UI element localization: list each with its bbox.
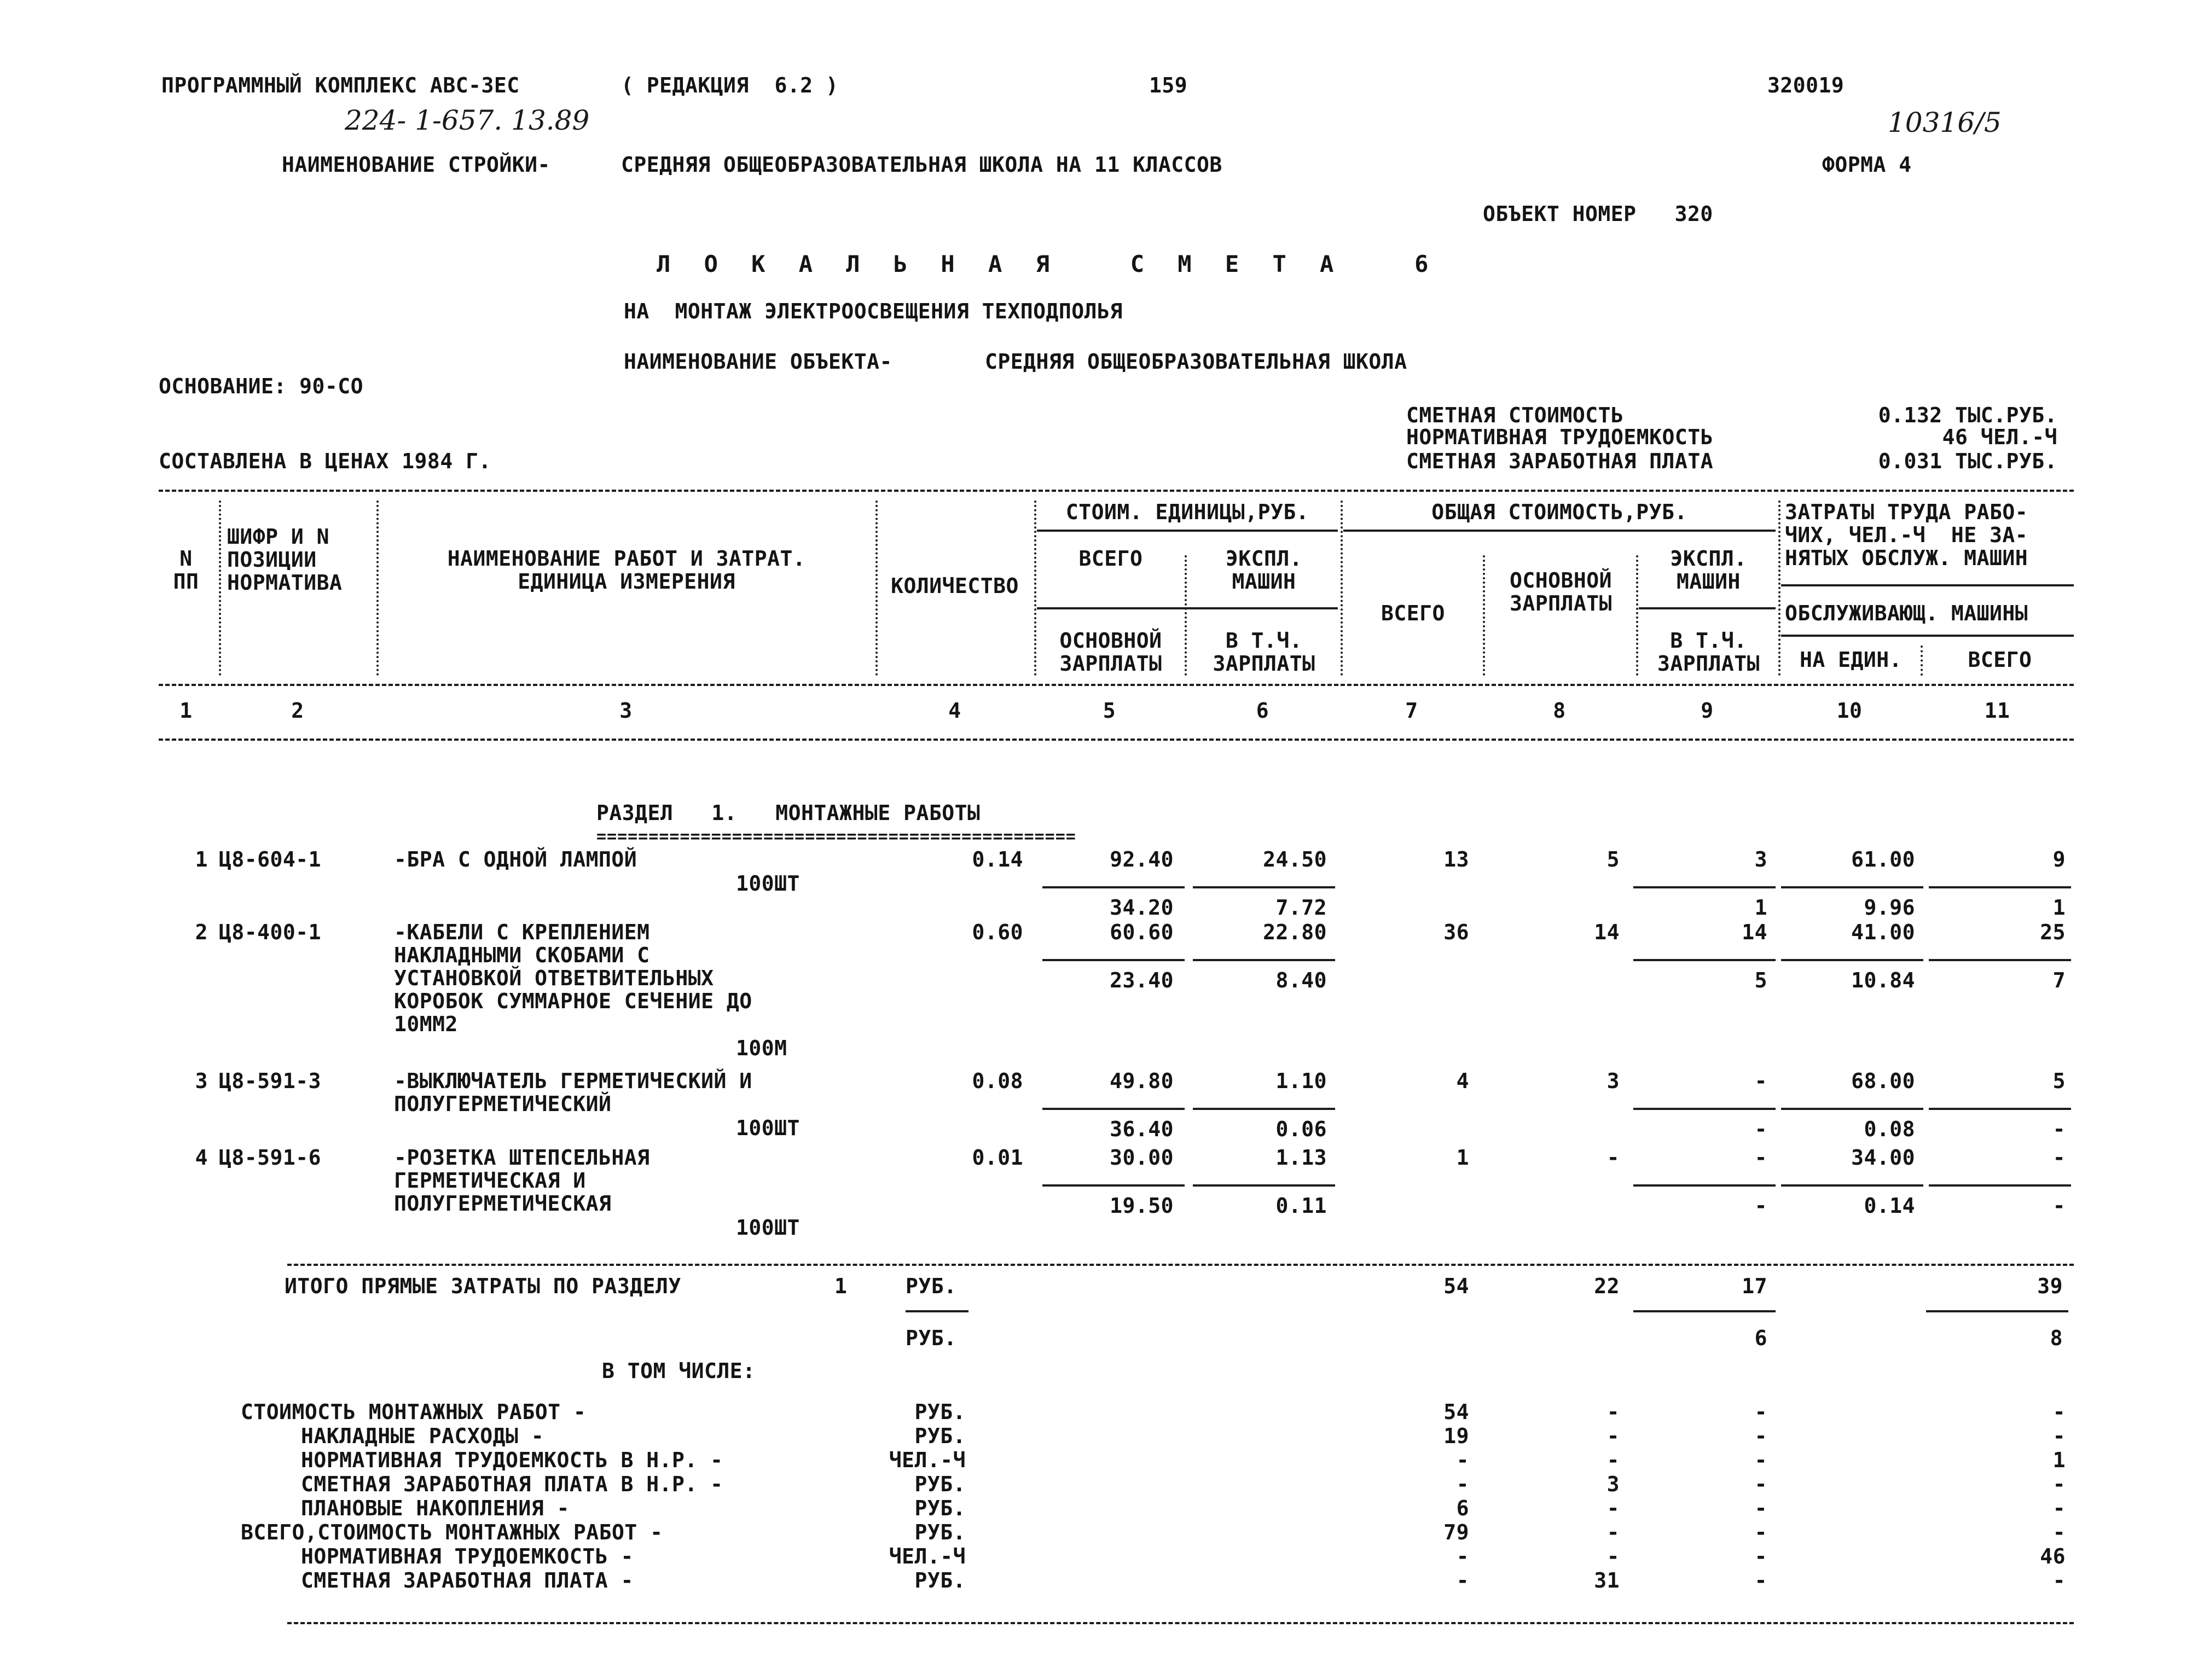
row-unit-cost-wages: 19.50 [1110,1194,1174,1218]
header-subrule [1037,607,1338,609]
estimate-subject: НА МОНТАЖ ЭЛЕКТРООСВЕЩЕНИЯ ТЕХПОДПОЛЬЯ [624,299,1123,323]
row-description: -ВЫКЛЮЧАТЕЛЬ ГЕРМЕТИЧЕСКИЙ И ПОЛУГЕРМЕТИЧЕСКИЙ [394,1069,752,1116]
row-description: -КАБЕЛИ С КРЕПЛЕНИЕМ НАКЛАДНЫМИ СКОБАМИ С УСТАНОВКОЙ ОТВЕТВИТЕЛЬНЫХ КОРОБОК СУММАРНОЕ СЕЧЕНИЕ ДО 10ММ2 [394,920,752,1036]
breakdown-col-9: - [1754,1472,1767,1496]
breakdown-unit: РУБ. [914,1520,966,1544]
row-subrule [1193,1108,1335,1110]
totals-col-8: 22 [1594,1274,1620,1298]
header-rule-mid [159,684,2074,686]
breakdown-col-9: - [1754,1424,1767,1448]
row-subrule [1929,959,2071,961]
breakdown-col-7: - [1456,1568,1469,1592]
row-subrule [1193,1184,1335,1187]
row-total-cost: 36 [1443,920,1469,944]
col-header-8: ОСНОВНОЙ ЗАРПЛАТЫ [1509,568,1613,615]
breakdown-col-8: - [1607,1520,1620,1544]
row-labor-machines-total: 1 [2052,896,2066,920]
breakdown-col-8: - [1607,1448,1620,1472]
row-unit-cost-machines: 24.50 [1263,847,1327,871]
totals-label: ИТОГО ПРЯМЫЕ ЗАТРАТЫ ПО РАЗДЕЛУ [285,1274,681,1298]
row-subrule [1193,886,1335,888]
row-number: 4 [195,1146,208,1170]
construction-name: СРЕДНЯЯ ОБЩЕОБРАЗОВАТЕЛЬНАЯ ШКОЛА НА 11 КЛАССОВ [621,153,1222,177]
section-title: РАЗДЕЛ 1. МОНТАЖНЫЕ РАБОТЫ [596,801,981,825]
breakdown-unit: РУБ. [914,1400,966,1424]
row-unit: 100ШТ [736,1216,800,1240]
row-total-machines: - [1754,1069,1767,1093]
row-subrule [1633,959,1776,961]
row-labor-machines-total: - [2052,1194,2066,1218]
row-subrule [1781,886,1923,888]
breakdown-col-9: - [1754,1520,1767,1544]
breakdown-unit: РУБ. [914,1568,966,1592]
totals-col-9-top: 17 [1742,1274,1767,1298]
col-divider [1185,555,1187,676]
row-total-wages: 3 [1607,1069,1620,1093]
row-quantity: 0.08 [972,1069,1023,1093]
col-divider [1341,501,1343,676]
row-number: 2 [195,920,208,944]
breakdown-col-7: 6 [1456,1496,1469,1520]
breakdown-col-11: 46 [2040,1544,2066,1568]
breakdown-label: СТОИМОСТЬ МОНТАЖНЫХ РАБОТ - [241,1400,587,1424]
row-total-machine-wages: - [1754,1194,1767,1218]
col-divider [1636,555,1638,676]
col-divider [219,501,221,676]
unit-cost-header: СТОИМ. ЕДИНИЦЫ,РУБ. [1065,500,1309,524]
row-subrule [1633,1108,1776,1110]
row-total-wages: 5 [1607,847,1620,871]
totals-unit-2: РУБ. [906,1326,957,1350]
row-labor-total: 5 [2052,1069,2066,1093]
row-subrule [1042,959,1185,961]
totals-subrule [1633,1310,1776,1312]
column-number: 10 [1836,699,1863,723]
row-labor-total: 9 [2052,847,2066,871]
col-header-9-top: ЭКСПЛ. МАШИН [1670,547,1747,594]
breakdown-col-7: - [1456,1472,1469,1496]
breakdown-col-9: - [1754,1448,1767,1472]
breakdown-col-9: - [1754,1568,1767,1592]
row-subrule [1781,1108,1923,1110]
column-number: 9 [1701,699,1714,723]
row-unit: 100М [736,1036,787,1060]
row-description: -БРА С ОДНОЙ ЛАМПОЙ [394,847,637,871]
col-header-7: ВСЕГО [1381,601,1445,625]
summary-value-cost: 0.132 ТЫС.РУБ. [1878,403,2057,427]
col-divider [376,501,379,676]
row-subrule [1929,1184,2071,1187]
row-unit-cost-total: 49.80 [1110,1069,1174,1093]
summary-label-cost: СМЕТНАЯ СТОИМОСТЬ [1406,403,1624,427]
row-unit-cost-machine-wages: 0.06 [1275,1117,1327,1141]
handwritten-reference-right: 10316/5 [1888,107,2002,138]
breakdown-label: ВСЕГО,СТОИМОСТЬ МОНТАЖНЫХ РАБОТ - [241,1520,663,1544]
breakdown-col-7: - [1456,1448,1469,1472]
row-subrule [1781,1184,1923,1187]
header-rule-bottom [159,739,2074,741]
row-labor-machines-total: - [2052,1117,2066,1141]
row-subrule [1633,1184,1776,1187]
form-number: ФОРМА 4 [1822,153,1912,177]
column-number: 7 [1405,699,1418,723]
row-labor-per-unit: 34.00 [1851,1146,1915,1170]
breakdown-label: СМЕТНАЯ ЗАРАБОТНАЯ ПЛАТА В Н.Р. - [301,1472,723,1496]
totals-subrule [1926,1310,2068,1312]
row-subrule [1633,886,1776,888]
row-quantity: 0.01 [972,1146,1023,1170]
col-divider [1921,646,1923,676]
page-number: 159 [1149,73,1188,97]
breakdown-col-8: - [1607,1544,1620,1568]
column-number: 11 [1984,699,2010,723]
header-subrule [1639,607,1776,609]
col-header-4: КОЛИЧЕСТВО [891,574,1019,598]
header-subrule [1343,530,1776,532]
col-header-9-bottom: В Т.Ч. ЗАРПЛАТЫ [1657,629,1760,676]
breakdown-label: ПЛАНОВЫЕ НАКОПЛЕНИЯ - [301,1496,570,1520]
col-header-5-top: ВСЕГО [1078,547,1143,571]
row-total-cost: 13 [1443,847,1469,871]
handwritten-reference-left: 224- 1-657. 13.89 [345,104,590,136]
breakdown-label: НАКЛАДНЫЕ РАСХОДЫ - [301,1424,544,1448]
col-header-5-bottom: ОСНОВНОЙ ЗАРПЛАТЫ [1059,629,1162,676]
breakdown-col-11: - [2052,1496,2066,1520]
breakdown-col-8: - [1607,1400,1620,1424]
row-unit-cost-machines: 22.80 [1263,920,1327,944]
column-number: 4 [948,699,961,723]
row-total-machine-wages: 5 [1754,968,1767,992]
object-label: НАИМЕНОВАНИЕ ОБЪЕКТА- [624,350,892,374]
row-unit-cost-machine-wages: 7.72 [1275,896,1327,920]
row-unit-cost-total: 92.40 [1110,847,1174,871]
col-header-6-top: ЭКСПЛ. МАШИН [1225,547,1303,594]
row-subrule [1042,886,1185,888]
row-unit-cost-total: 60.60 [1110,920,1174,944]
breakdown-col-7: 19 [1443,1424,1469,1448]
row-subrule [1781,959,1923,961]
column-number: 1 [179,699,193,723]
breakdown-col-8: - [1607,1496,1620,1520]
header-subrule [1781,584,2074,586]
row-total-machine-wages: - [1754,1117,1767,1141]
col-divider [1483,555,1485,676]
breakdown-label: СМЕТНАЯ ЗАРАБОТНАЯ ПЛАТА - [301,1568,634,1592]
breakdown-col-9: - [1754,1544,1767,1568]
totals-rule [287,1264,2074,1266]
totals-col-9-bottom: 6 [1754,1326,1767,1350]
breakdown-col-7: - [1456,1544,1469,1568]
col-header-2: ШИФР И N ПОЗИЦИИ НОРМАТИВА [227,525,343,595]
header-subrule [1037,530,1338,532]
row-labor-machines-total: 7 [2052,968,2066,992]
row-subrule [1193,959,1335,961]
estimate-title: Л О К А Л Ь Н А Я С М Е Т А 6 [657,251,1439,277]
including-label: В ТОМ ЧИСЛЕ: [602,1359,756,1383]
breakdown-col-11: 1 [2052,1448,2066,1472]
row-total-cost: 1 [1456,1146,1469,1170]
col-divider [875,501,878,676]
col-divider [1034,501,1036,676]
labor-header: ЗАТРАТЫ ТРУДА РАБО- ЧИХ, ЧЕЛ.-Ч НЕ ЗА- НЯТЫХ ОБСЛУЖ. МАШИН [1785,500,2028,570]
labor-machines-header: ОБСЛУЖИВАЮЩ. МАШИНЫ [1785,601,2028,625]
totals-col-11-top: 39 [2037,1274,2063,1298]
row-unit-cost-wages: 36.40 [1110,1117,1174,1141]
totals-subrule [906,1310,968,1312]
row-labor-machines-per-unit: 0.08 [1864,1117,1915,1141]
breakdown-col-11: - [2052,1400,2066,1424]
object-name: СРЕДНЯЯ ОБЩЕОБРАЗОВАТЕЛЬНАЯ ШКОЛА [985,350,1407,374]
breakdown-col-11: - [2052,1568,2066,1592]
breakdown-unit: ЧЕЛ.-Ч [889,1448,966,1472]
total-cost-header: ОБЩАЯ СТОИМОСТЬ,РУБ. [1431,500,1687,524]
edition: ( РЕДАКЦИЯ 6.2 ) [621,73,839,97]
breakdown-label: НОРМАТИВНАЯ ТРУДОЕМКОСТЬ - [301,1544,634,1568]
row-unit-cost-machine-wages: 0.11 [1275,1194,1327,1218]
row-quantity: 0.14 [972,847,1023,871]
row-number: 3 [195,1069,208,1093]
breakdown-col-9: - [1754,1496,1767,1520]
row-labor-total: 25 [2040,920,2066,944]
column-number: 8 [1553,699,1566,723]
col-header-6-bottom: В Т.Ч. ЗАРПЛАТЫ [1213,629,1315,676]
row-unit: 100ШТ [736,1116,800,1140]
row-total-wages: 14 [1594,920,1620,944]
column-number: 6 [1256,699,1269,723]
breakdown-unit: РУБ. [914,1424,966,1448]
breakdown-col-7: 54 [1443,1400,1469,1424]
row-unit-cost-wages: 23.40 [1110,968,1174,992]
breakdown-col-9: - [1754,1400,1767,1424]
row-number: 1 [195,847,208,871]
header-rule-top [159,490,2074,492]
header-subrule [1781,635,2074,637]
row-total-machines: - [1754,1146,1767,1170]
summary-label-labor: НОРМАТИВНАЯ ТРУДОЕМКОСТЬ [1406,425,1714,449]
row-code: Ц8-400-1 [219,920,322,944]
row-labor-per-unit: 68.00 [1851,1069,1915,1093]
footer-rule [287,1622,2074,1624]
totals-col-7: 54 [1443,1274,1469,1298]
summary-value-labor: 46 ЧЕЛ.-Ч [1942,425,2057,449]
col-header-11: ВСЕГО [1968,648,2032,672]
totals-col-11-bottom: 8 [2050,1326,2063,1350]
summary-value-wages: 0.031 ТЫС.РУБ. [1878,449,2057,473]
row-labor-total: - [2052,1146,2066,1170]
breakdown-col-8: 31 [1594,1568,1620,1592]
row-code: Ц8-591-6 [219,1146,322,1170]
row-labor-per-unit: 41.00 [1851,920,1915,944]
col-divider [1778,501,1781,676]
program-name: ПРОГРАММНЫЙ КОМПЛЕКС АВС-3ЕС [161,73,520,97]
row-unit-cost-machines: 1.13 [1275,1146,1327,1170]
row-total-machine-wages: 1 [1754,896,1767,920]
row-subrule [1929,1108,2071,1110]
row-unit-cost-machines: 1.10 [1275,1069,1327,1093]
row-total-cost: 4 [1456,1069,1469,1093]
column-number: 5 [1103,699,1116,723]
row-unit-cost-wages: 34.20 [1110,896,1174,920]
totals-unit: РУБ. [906,1274,957,1298]
breakdown-unit: РУБ. [914,1472,966,1496]
breakdown-col-11: - [2052,1472,2066,1496]
row-quantity: 0.60 [972,920,1023,944]
document-code: 320019 [1767,73,1845,97]
row-code: Ц8-604-1 [219,847,322,871]
totals-section-number: 1 [834,1274,848,1298]
breakdown-col-8: - [1607,1424,1620,1448]
breakdown-label: НОРМАТИВНАЯ ТРУДОЕМКОСТЬ В Н.Р. - [301,1448,723,1472]
row-unit-cost-total: 30.00 [1110,1146,1174,1170]
row-labor-machines-per-unit: 0.14 [1864,1194,1915,1218]
row-subrule [1042,1108,1185,1110]
breakdown-col-11: - [2052,1520,2066,1544]
row-total-wages: - [1607,1146,1620,1170]
section-underline: ============================================== [596,829,1076,845]
construction-label: НАИМЕНОВАНИЕ СТРОЙКИ- [282,153,550,177]
row-labor-machines-per-unit: 10.84 [1851,968,1915,992]
column-number: 3 [619,699,633,723]
row-total-machines: 3 [1754,847,1767,871]
row-subrule [1042,1184,1185,1187]
basis: ОСНОВАНИЕ: 90-СО [159,374,364,398]
object-number: ОБЪЕКТ НОМЕР 320 [1483,202,1713,226]
column-number: 2 [291,699,304,723]
row-subrule [1929,886,2071,888]
prices-basis: СОСТАВЛЕНА В ЦЕНАХ 1984 Г. [159,449,491,473]
breakdown-unit: РУБ. [914,1496,966,1520]
row-labor-per-unit: 61.00 [1851,847,1915,871]
breakdown-col-8: 3 [1607,1472,1620,1496]
row-unit: 100ШТ [736,871,800,896]
breakdown-col-7: 79 [1443,1520,1469,1544]
row-code: Ц8-591-3 [219,1069,322,1093]
row-labor-machines-per-unit: 9.96 [1864,896,1915,920]
col-header-10: НА ЕДИН. [1799,648,1903,672]
breakdown-unit: ЧЕЛ.-Ч [889,1544,966,1568]
col-header-1: N ПП [173,547,199,594]
row-unit-cost-machine-wages: 8.40 [1275,968,1327,992]
breakdown-col-11: - [2052,1424,2066,1448]
row-total-machines: 14 [1742,920,1767,944]
row-description: -РОЗЕТКА ШТЕПСЕЛЬНАЯ ГЕРМЕТИЧЕСКАЯ И ПОЛУГЕРМЕТИЧЕСКАЯ [394,1146,650,1216]
col-header-3: НАИМЕНОВАНИЕ РАБОТ И ЗАТРАТ. ЕДИНИЦА ИЗМЕРЕНИЯ [447,547,806,594]
summary-label-wages: СМЕТНАЯ ЗАРАБОТНАЯ ПЛАТА [1406,449,1714,473]
